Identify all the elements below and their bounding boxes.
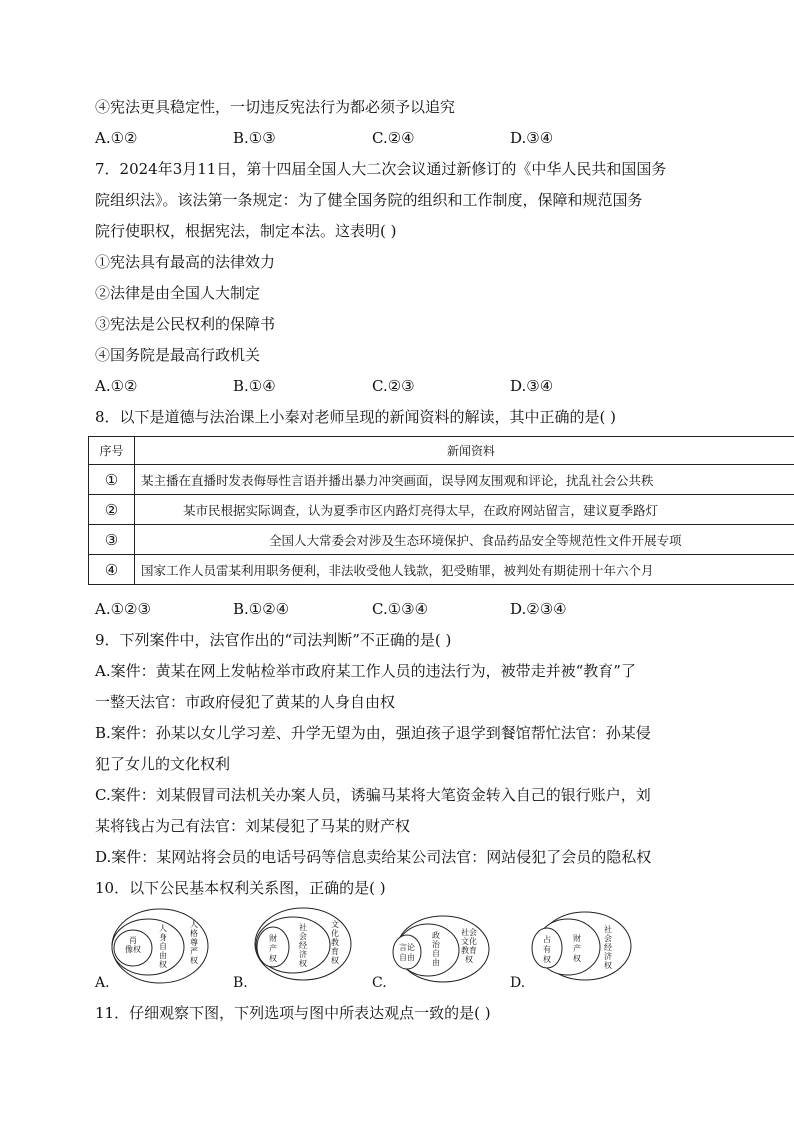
q6-option-b[interactable]: B.①③ [233,129,276,147]
diagram-b[interactable] [255,908,351,980]
diagram-b-inner-label: 产 [269,944,277,953]
diagram-d-outer-label: 权 [604,961,612,970]
q7-statement-2: ②法律是由全国人大制定 [95,284,261,302]
q6-statement-4: ④宪法更具稳定性，一切违反宪法行为都必须予以追究 [95,98,456,116]
diagram-a-middle-label: 自 [159,942,167,951]
diagram-a-middle-label: 由 [159,951,167,960]
diagram-a-outer-label: 权 [190,956,198,965]
diagram-d-outer-label: 济 [604,952,612,961]
q9-option-c-line2: 某将钱占为己有法官：刘某侵犯了马某的财产权 [95,817,411,835]
table-header-row [89,437,794,465]
diagram-b-inner-label: 权 [269,954,277,963]
diagram-a-label[interactable]: A. [95,975,110,991]
q7-option-c[interactable]: C.②③ [372,377,415,395]
q8-option-a[interactable]: A.①②③ [95,600,151,618]
q7-statement-4: ④国务院是最高行政机关 [95,346,261,364]
diagram-a-outer-label: 格 [190,929,198,938]
diagram-c-middle-label: 治 [432,940,440,949]
diagram-c-label[interactable]: C. [372,975,387,991]
table-header-no: 序号 [89,437,135,465]
diagram-b-middle-label: 经 [299,941,307,950]
table-row [89,525,794,555]
diagram-a-middle-label: 权 [159,960,167,969]
diagram-b-outer-label: 化 [331,929,339,938]
q7-option-a[interactable]: A.①② [95,377,138,395]
diagram-c-outer-label: 权 [465,955,473,964]
diagram-b-middle-label: 社 [299,923,307,932]
diagram-a-outer-label: 严 [190,947,198,956]
diagram-d-label[interactable]: D. [510,975,526,991]
table-cell-no: ④ [89,555,135,585]
diagram-c-inner-label: 自由 [399,953,415,962]
q9-option-c-line1[interactable]: C.案件：刘某假冒司法机关办案人员，诱骗马某将大笔资金转入自己的银行账户，刘 [95,786,651,804]
q8-stem: 8．以下是道德与法治课上小秦对老师呈现的新闻资料的解读，其中正确的是( ) [95,408,617,426]
diagram-a-inner-label-1: 肖 [129,936,137,945]
diagram-b-outer-label: 育 [331,947,339,956]
table-cell-text: 国家工作人员雷某利用职务便利，非法收受他人钱款，犯受贿罪，被判处有期徒刑十年六个月 [135,555,794,585]
table-cell-text: 某主播在直播时发表侮辱性言语并播出暴力冲突画面，误导网友围观和评论，扰乱社会公共秩 [135,465,794,495]
q9-option-a-line2: 一整天法官：市政府侵犯了黄某的人身自由权 [95,693,396,711]
diagram-b-middle-label: 权 [299,959,307,968]
q7-stem-1: 7．2024年3月11日，第十四届全国人大二次会议通过新修订的《中华人民共和国国务 [95,160,667,178]
diagram-d-inner-label: 占 [543,935,551,944]
q6-option-c[interactable]: C.②④ [372,129,415,147]
q9-option-a-line1[interactable]: A.案件：黄某在网上发帖检举市政府某工作人员的违法行为，被带走并被“教育”了 [95,662,636,680]
q7-statement-3: ③宪法是公民权利的保障书 [95,315,276,333]
diagram-d-middle-label: 产 [573,944,581,953]
q7-option-b[interactable]: B.①④ [233,377,276,395]
q9-stem: 9．下列案件中，法官作出的“司法判断”不正确的是( ) [95,631,452,649]
q9-option-b-line2: 犯了女儿的文化权利 [95,755,231,773]
diagram-d-middle-label: 权 [573,954,581,963]
diagram-c-middle-label: 自 [432,949,440,958]
q6-option-d[interactable]: D.③④ [510,129,554,147]
q8-option-d[interactable]: D.②③④ [510,600,567,618]
q11-stem: 11．仔细观察下图，下列选项与图中所表达观点一致的是( ) [95,1004,491,1022]
diagram-a-middle-label: 身 [159,933,167,942]
table-cell-text: 某市民根据实际调查，认为夏季市区内路灯亮得太早，在政府网站留言，建议夏季路灯 [135,495,794,525]
q8-option-c[interactable]: C.①③④ [372,600,429,618]
q7-option-d[interactable]: D.③④ [510,377,554,395]
diagram-b-inner-label: 财 [269,934,277,943]
diagram-d-outer-label: 社 [604,925,612,934]
diagram-c[interactable] [393,916,489,982]
diagram-a-middle-label: 人 [159,924,167,933]
diagram-d-inner-label: 有 [543,945,551,954]
diagram-a-inner-label-2: 像权 [125,945,141,954]
diagram-c-inner-circle [393,935,421,969]
table-header-news: 新闻资料 [135,437,794,465]
table-row [89,495,794,525]
q9-option-d[interactable]: D.案件：某网站将会员的电话号码等信息卖给某公司法官：网站侵犯了会员的隐私权 [95,848,652,866]
diagram-b-outer-label: 文 [331,920,339,929]
diagram-b-middle-label: 济 [299,950,307,959]
diagram-d-inner-label: 权 [543,955,551,964]
diagram-a[interactable] [112,909,208,983]
q9-option-b-line1[interactable]: B.案件：孙某以女儿学习差、升学无望为由，强迫孩子退学到餐馆帮忙法官：孙某侵 [95,724,651,742]
q10-stem: 10．以下公民基本权利关系图，正确的是( ) [95,879,386,897]
diagram-a-outer-label: 尊 [190,938,198,947]
table-row [89,555,794,585]
table-cell-no: ② [89,495,135,525]
diagram-c-middle-label: 由 [432,958,440,967]
diagram-b-outer-label: 教 [331,938,339,947]
diagram-d-outer-label: 会 [604,934,612,943]
table-row [89,465,794,495]
table-cell-no: ③ [89,525,135,555]
diagram-b-middle-label: 会 [299,932,307,941]
diagram-c-outer-label: 文化 [461,937,477,946]
diagram-c-inner-label: 言论 [399,943,415,952]
diagram-c-outer-label: 教育 [461,946,477,955]
diagram-d[interactable] [532,912,631,980]
q8-option-b[interactable]: B.①②④ [233,600,290,618]
diagram-b-label[interactable]: B. [233,975,248,991]
diagram-a-outer-label: 人 [190,920,198,929]
diagram-d-middle-label: 财 [573,934,581,943]
q7-statement-1: ①宪法具有最高的法律效力 [95,253,276,271]
diagram-d-outer-label: 经 [604,943,612,952]
diagram-c-middle-label: 政 [432,931,440,940]
news-table [88,436,794,585]
table-cell-text: 全国人大常委会对涉及生态环境保护、食品药品安全等规范性文件开展专项 [135,525,794,555]
q7-stem-2: 院组织法》。该法第一条规定：为了健全国务院的组织和工作制度，保障和规范国务 [95,191,643,209]
diagram-c-outer-label: 社会 [461,928,477,937]
q7-stem-3: 院行使职权，根据宪法，制定本法。这表明( ) [95,222,397,240]
q6-option-a[interactable]: A.①② [95,129,138,147]
table-cell-no: ① [89,465,135,495]
diagram-b-outer-label: 权 [331,956,339,965]
